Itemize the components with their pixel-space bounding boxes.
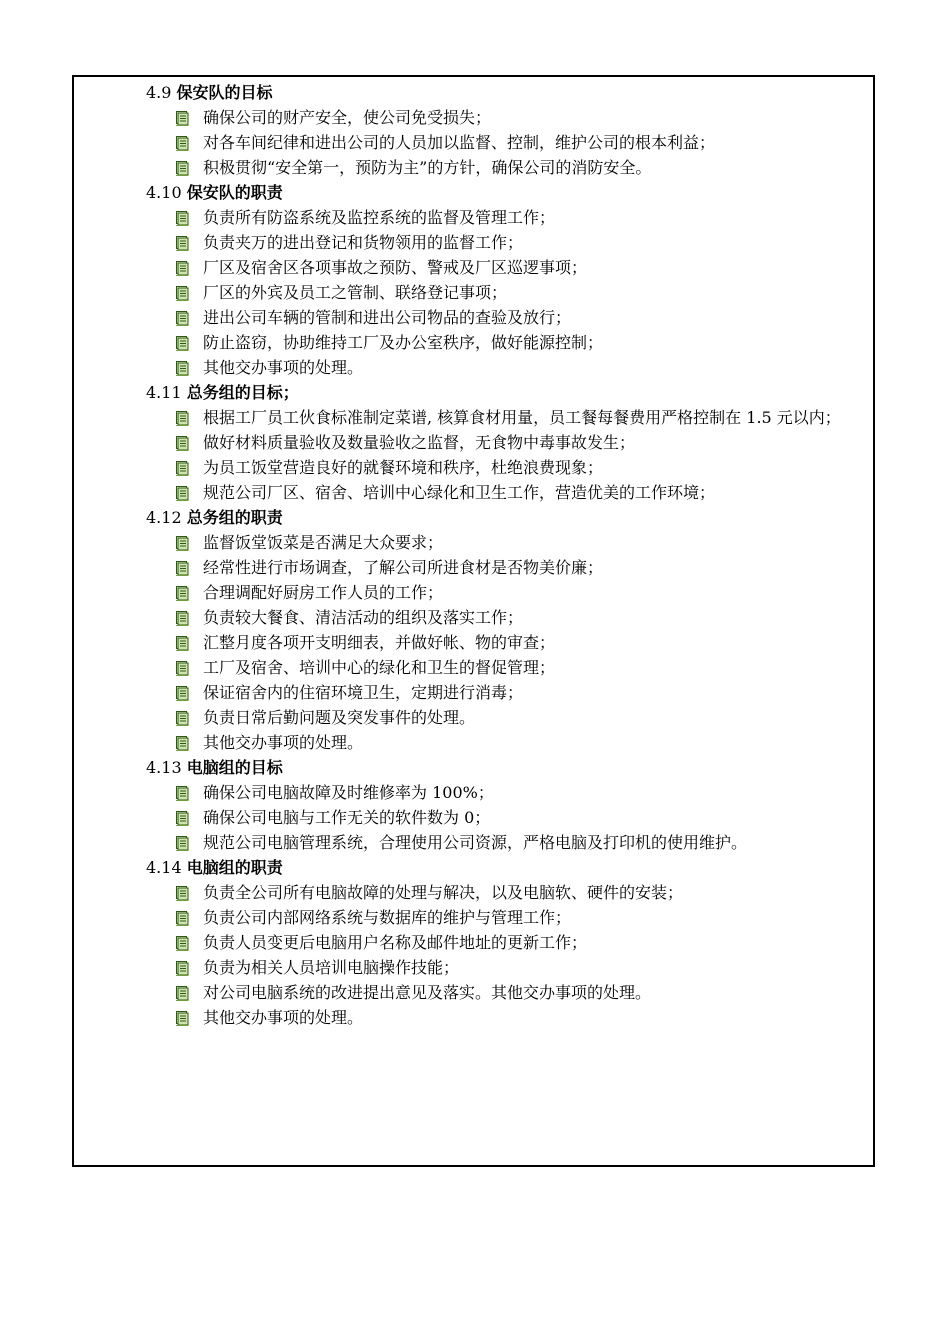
- list-item: [146, 105, 873, 130]
- list-item-text: 负责较大餐食、清洁活动的组织及落实工作；: [203, 608, 524, 627]
- document-content: [146, 77, 873, 1030]
- list-item-text: 规范公司厂区、宿舍、培训中心绿化和卫生工作，营造优美的工作环境；: [203, 483, 716, 502]
- document-list-icon: [175, 435, 189, 451]
- list-item: [146, 930, 873, 955]
- list-item: [146, 780, 873, 805]
- list-item: [146, 905, 873, 930]
- section-title: 电脑组的职责: [186, 858, 283, 877]
- section-items: [146, 205, 873, 380]
- section-heading: [146, 180, 873, 205]
- section-number: 4.12: [146, 508, 182, 527]
- section-4-14: [146, 855, 873, 1030]
- section-heading: [146, 855, 873, 880]
- document-list-icon: [175, 910, 189, 926]
- document-list-icon: [175, 260, 189, 276]
- list-item-text: 确保公司的财产安全，使公司免受损失；: [203, 108, 492, 127]
- document-list-icon: [175, 285, 189, 301]
- list-item-text: 为员工饭堂营造良好的就餐环境和秩序，杜绝浪费现象；: [203, 458, 604, 477]
- list-item-text: 积极贯彻“安全第一，预防为主”的方针，确保公司的消防安全。: [203, 158, 652, 177]
- document-list-icon: [175, 160, 189, 176]
- document-list-icon: [175, 935, 189, 951]
- list-item: [146, 130, 873, 155]
- list-item: [146, 805, 873, 830]
- document-list-icon: [175, 810, 189, 826]
- document-list-icon: [175, 660, 189, 676]
- list-item: [146, 880, 873, 905]
- list-item-text: 负责公司内部网络系统与数据库的维护与管理工作；: [203, 908, 572, 927]
- section-items: [146, 105, 873, 180]
- document-list-icon: [175, 735, 189, 751]
- document-list-icon: [175, 360, 189, 376]
- section-4-11: [146, 380, 873, 505]
- list-item-text: 合理调配好厨房工作人员的工作；: [203, 583, 444, 602]
- list-item: [146, 280, 873, 305]
- section-4-12: [146, 505, 873, 755]
- document-list-icon: [175, 135, 189, 151]
- document-list-icon: [175, 560, 189, 576]
- list-item: [146, 455, 873, 480]
- list-item-text: 规范公司电脑管理系统，合理使用公司资源，严格电脑及打印机的使用维护。: [203, 833, 748, 852]
- section-title: 保安队的职责: [186, 183, 283, 202]
- list-item: [146, 230, 873, 255]
- list-item-text: 汇整月度各项开支明细表，并做好帐、物的审查；: [203, 633, 556, 652]
- list-item-text: 经常性进行市场调查，了解公司所进食材是否物美价廉；: [203, 558, 604, 577]
- section-heading: [146, 755, 873, 780]
- section-heading: [146, 380, 873, 405]
- section-title: 保安队的目标: [176, 83, 273, 102]
- document-list-icon: [175, 1010, 189, 1026]
- list-item: [146, 355, 873, 380]
- list-item-text: 做好材料质量验收及数量验收之监督，无食物中毒事故发生；: [203, 433, 636, 452]
- document-list-icon: [175, 610, 189, 626]
- document-list-icon: [175, 335, 189, 351]
- section-items: [146, 530, 873, 755]
- document-frame: [72, 75, 875, 1167]
- section-number: 4.10: [146, 183, 182, 202]
- list-item: [146, 730, 873, 755]
- document-list-icon: [175, 460, 189, 476]
- section-number: 4.9: [146, 83, 172, 102]
- list-item: [146, 555, 873, 580]
- list-item: [146, 655, 873, 680]
- section-title: 总务组的目标；: [186, 383, 299, 402]
- document-list-icon: [175, 685, 189, 701]
- section-number: 4.13: [146, 758, 182, 777]
- section-4-9: [146, 80, 873, 180]
- list-item: [146, 980, 873, 1005]
- section-4-10: [146, 180, 873, 380]
- list-item: [146, 155, 873, 180]
- document-list-icon: [175, 235, 189, 251]
- list-item: [146, 705, 873, 730]
- document-list-icon: [175, 410, 189, 426]
- list-item-text: 根据工厂员工伙食标准制定菜谱, 核算食材用量，员工餐每餐费用严格控制在 1.5 元以内；: [203, 408, 841, 427]
- section-items: [146, 880, 873, 1030]
- section-number: 4.14: [146, 858, 182, 877]
- document-list-icon: [175, 960, 189, 976]
- document-list-icon: [175, 110, 189, 126]
- document-list-icon: [175, 635, 189, 651]
- list-item: [146, 255, 873, 280]
- list-item-text: 防止盗窃，协助维持工厂及办公室秩序，做好能源控制；: [203, 333, 604, 352]
- list-item: [146, 955, 873, 980]
- list-item: [146, 830, 873, 855]
- document-list-icon: [175, 985, 189, 1001]
- list-item-text: 其他交办事项的处理。: [203, 733, 364, 752]
- section-heading: [146, 505, 873, 530]
- document-list-icon: [175, 710, 189, 726]
- list-item: [146, 330, 873, 355]
- document-list-icon: [175, 210, 189, 226]
- list-item: [146, 205, 873, 230]
- document-list-icon: [175, 785, 189, 801]
- list-item-text: 进出公司车辆的管制和进出公司物品的查验及放行；: [203, 308, 572, 327]
- list-item: [146, 530, 873, 555]
- list-item-text: 对公司电脑系统的改进提出意见及落实。其他交办事项的处理。: [203, 983, 652, 1002]
- list-item-text: 负责人员变更后电脑用户名称及邮件地址的更新工作；: [203, 933, 588, 952]
- list-item-text: 负责夹万的进出登记和货物领用的监督工作；: [203, 233, 524, 252]
- section-4-13: [146, 755, 873, 855]
- list-item-text: 监督饭堂饭菜是否满足大众要求；: [203, 533, 444, 552]
- list-item: [146, 680, 873, 705]
- section-items: [146, 780, 873, 855]
- list-item: [146, 605, 873, 630]
- list-item-text: 其他交办事项的处理。: [203, 1008, 364, 1027]
- list-item-text: 负责所有防盗系统及监控系统的监督及管理工作；: [203, 208, 556, 227]
- section-items: [146, 405, 873, 505]
- section-title: 电脑组的目标: [186, 758, 283, 777]
- list-item-text: 保证宿舍内的住宿环境卫生，定期进行消毒；: [203, 683, 524, 702]
- list-item-text: 工厂及宿舍、培训中心的绿化和卫生的督促管理；: [203, 658, 556, 677]
- list-item: [146, 305, 873, 330]
- document-list-icon: [175, 310, 189, 326]
- document-list-icon: [175, 885, 189, 901]
- list-item-text: 其他交办事项的处理。: [203, 358, 364, 377]
- document-list-icon: [175, 485, 189, 501]
- document-list-icon: [175, 585, 189, 601]
- list-item: [146, 405, 873, 430]
- list-item-text: 厂区及宿舍区各项事故之预防、警戒及厂区巡逻事项；: [203, 258, 588, 277]
- section-title: 总务组的职责: [186, 508, 283, 527]
- list-item: [146, 480, 873, 505]
- list-item-text: 厂区的外宾及员工之管制、联络登记事项；: [203, 283, 508, 302]
- list-item-text: 确保公司电脑故障及时维修率为 100%；: [203, 783, 494, 802]
- list-item-text: 确保公司电脑与工作无关的软件数为 0；: [203, 808, 491, 827]
- list-item: [146, 630, 873, 655]
- section-number: 4.11: [146, 383, 182, 402]
- list-item: [146, 430, 873, 455]
- document-list-icon: [175, 535, 189, 551]
- list-item-text: 负责全公司所有电脑故障的处理与解决，以及电脑软、硬件的安装；: [203, 883, 684, 902]
- section-heading: [146, 80, 873, 105]
- list-item-text: 负责日常后勤问题及突发事件的处理。: [203, 708, 476, 727]
- document-list-icon: [175, 835, 189, 851]
- list-item-text: 对各车间纪律和进出公司的人员加以监督、控制，维护公司的根本利益；: [203, 133, 716, 152]
- list-item: [146, 580, 873, 605]
- list-item-text: 负责为相关人员培训电脑操作技能；: [203, 958, 460, 977]
- list-item: [146, 1005, 873, 1030]
